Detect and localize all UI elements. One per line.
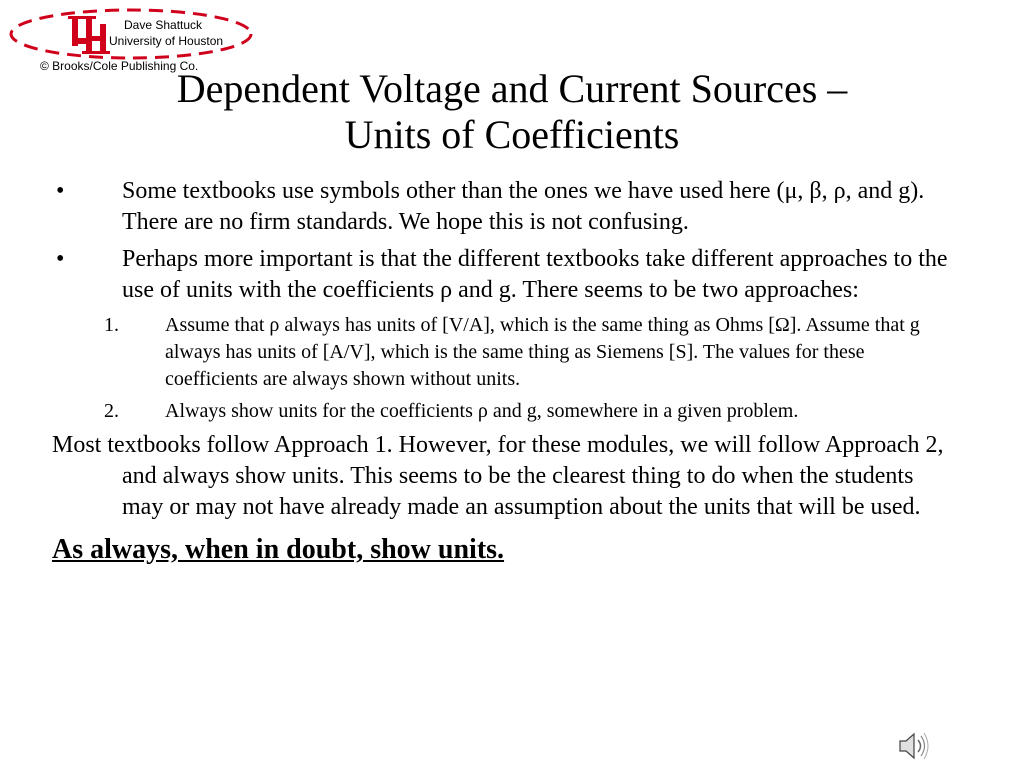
title-line-1: Dependent Voltage and Current Sources –: [176, 66, 848, 111]
bullet-text: Perhaps more important is that the different textbooks take different approaches to the use of units with the coefficients ρ and g. There seems to be two approaches:: [122, 246, 948, 303]
item-number: 2.: [104, 400, 119, 422]
numbered-item: [52, 398, 952, 425]
institution-name: University of Houston: [109, 34, 224, 48]
slide-body: [52, 176, 952, 567]
bullet-marker: •: [56, 178, 65, 204]
header-logo-block: [6, 6, 256, 62]
numbered-item: [52, 312, 952, 393]
closing-statement: As always, when in doubt, show units.: [52, 534, 505, 565]
item-number: 1.: [104, 314, 119, 336]
speaker-icon: [896, 728, 932, 764]
bullet-item: [52, 176, 952, 238]
summary-paragraph: Most textbooks follow Approach 1. However, for these modules, we will follow Approach 2, and always show units. This seems to be the clearest thing to do when the students may or may not have already made an assumption about the units that will be used.: [52, 432, 944, 520]
audio-button[interactable]: [896, 728, 932, 769]
title-line-2: Units of Coefficients: [344, 112, 680, 157]
author-name: Dave Shattuck: [124, 18, 203, 32]
bullet-item: [52, 244, 952, 306]
item-text: Assume that ρ always has units of [V/A], which is the same thing as Ohms [Ω]. Assume that g always has units of [A/V], which is the same thing as Siemens [S]. The values for these coefficients are always shown without units.: [165, 314, 920, 390]
copyright-notice: © Brooks/Cole Publishing Co.: [40, 59, 199, 73]
slide-title: [0, 66, 1024, 158]
item-text: Always show units for the coefficients ρ and g, somewhere in a given problem.: [165, 400, 799, 422]
bullet-text: Some textbooks use symbols other than the ones we have used here (μ, β, ρ, and g). There are no firm standards. We hope this is not confusing.: [122, 178, 925, 235]
bullet-marker: •: [56, 246, 65, 272]
